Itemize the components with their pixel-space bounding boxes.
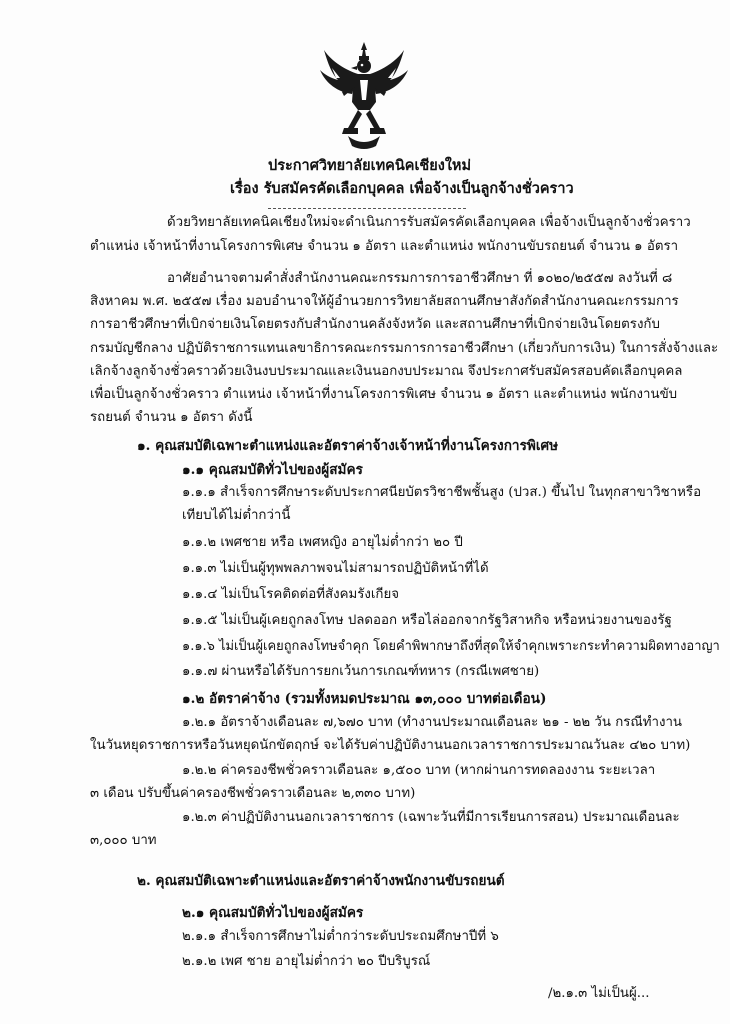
intro-line: ด้วยวิทยาลัยเทคนิคเชียงใหม่จะดำเนินการรับสมัครคัดเลือกบุคคล เพื่อจ้างเป็นลูกจ้างชั่วคราว bbox=[167, 215, 691, 230]
announcement-subject: เรื่อง รับสมัครคัดเลือกบุคคล เพื่อจ้างเป็นลูกจ้างชั่วคราว bbox=[230, 180, 574, 197]
section-1-1-heading: ๑.๑ คุณสมบัติทั่วไปของผู้สมัคร bbox=[182, 462, 363, 478]
wage-item: ๓ เดือน ปรับขึ้นค่าครองชีพชั่วคราวเดือนละ ๒,๓๓๐ บาท) bbox=[90, 786, 416, 801]
intro-line: สิงหาคม พ.ศ. ๒๕๕๗ เรื่อง มอบอำนาจให้ผู้อำนวยการวิทยาลัยสถานศึกษาสังกัดสำนักงานคณะกรรมการ bbox=[90, 294, 679, 309]
intro-line: อาศัยอำนาจตามคำสั่งสำนักงานคณะกรรมการการอาชีวศึกษา ที่ ๑๐๒๐/๒๕๕๗ ลงวันที่ ๘ bbox=[167, 271, 673, 286]
qualification-item: เทียบได้ไม่ต่ำกว่านี้ bbox=[182, 508, 291, 523]
wage-item: ๓,๐๐๐ บาท bbox=[90, 833, 157, 848]
wage-item: ๑.๒.๑ อัตราจ้างเดือนละ ๗,๖๗๐ บาท (ทำงานประมาณเดือนละ ๒๑ - ๒๒ วัน กรณีทำงาน bbox=[182, 715, 683, 730]
title-separator bbox=[268, 208, 466, 209]
intro-line: รถยนต์ จำนวน ๑ อัตรา ดังนี้ bbox=[90, 410, 253, 425]
intro-line: กรมบัญชีกลาง ปฏิบัติราชการแทนเลขาธิการคณะกรรมการการอาชีวศึกษา (เกี่ยวกับการเงิน) ในการสั่งจ้างและ bbox=[90, 341, 719, 356]
wage-item: ๑.๒.๒ ค่าครองชีพชั่วคราวเดือนละ ๑,๕๐๐ บาท (หากผ่านการทดลองงาน ระยะเวลา bbox=[182, 763, 656, 778]
qualification-item: ๒.๑.๑ สำเร็จการศึกษาไม่ต่ำกว่าระดับประถมศึกษาปีที่ ๖ bbox=[182, 929, 499, 944]
wage-item: ๑.๒.๓ ค่าปฏิบัติงานนอกเวลาราชการ (เฉพาะวันที่มีการเรียนการสอน) ประมาณเดือนละ bbox=[182, 810, 680, 825]
garuda-emblem-icon bbox=[318, 40, 410, 150]
qualification-item: ๑.๑.๗ ผ่านหรือได้รับการยกเว้นการเกณฑ์ทหาร (กรณีเพศชาย) bbox=[182, 664, 540, 679]
section-2-heading: ๒. คุณสมบัติเฉพาะตำแหน่งและอัตราค่าจ้างพนักงานขับรถยนต์ bbox=[137, 873, 505, 889]
intro-line: เพื่อเป็นลูกจ้างชั่วคราว ตำแหน่ง เจ้าหน้าที่งานโครงการพิเศษ จำนวน ๑ อัตรา และตำแหน่ง พนักงานขับ bbox=[90, 387, 678, 402]
section-1-2-heading: ๑.๒ อัตราค่าจ้าง (รวมทั้งหมดประมาณ ๑๓,๐๐๐ บาทต่อเดือน) bbox=[182, 691, 547, 707]
qualification-item: ๒.๑.๒ เพศ ชาย อายุไม่ต่ำกว่า ๒๐ ปีบริบูรณ์ bbox=[182, 954, 431, 969]
intro-line: เลิกจ้างลูกจ้างชั่วคราวด้วยเงินงบประมาณและเงินนอกงบประมาณ จึงประกาศรับสมัครสอบคัดเลือกบุคคล bbox=[90, 364, 683, 379]
intro-line: การอาชีวศึกษาที่เบิกจ่ายเงินโดยตรงกับสำนักงานคลังจังหวัด และสถานศึกษาที่เบิกจ่ายเงินโดยตรงกับ bbox=[90, 317, 660, 332]
qualification-item: ๑.๑.๖ ไม่เป็นผู้เคยถูกลงโทษจำคุก โดยคำพิพากษาถึงที่สุดให้จำคุกเพราะกระทำความผิดทางอาญา bbox=[182, 639, 720, 654]
announcement-title: ประกาศวิทยาลัยเทคนิคเชียงใหม่ bbox=[268, 157, 472, 174]
section-1-heading: ๑. คุณสมบัติเฉพาะตำแหน่งและอัตราค่าจ้างเจ้าหน้าที่งานโครงการพิเศษ bbox=[137, 438, 559, 454]
qualification-item: ๑.๑.๒ เพศชาย หรือ เพศหญิง อายุไม่ต่ำกว่า ๒๐ ปี bbox=[182, 535, 463, 550]
qualification-item: ๑.๑.๓ ไม่เป็นผู้ทุพพลภาพจนไม่สามารถปฏิบัติหน้าที่ได้ bbox=[182, 561, 489, 576]
intro-line: ตำแหน่ง เจ้าหน้าที่งานโครงการพิเศษ จำนวน ๑ อัตรา และตำแหน่ง พนักงานขับรถยนต์ จำนวน ๑ อัตรา bbox=[90, 239, 679, 254]
wage-item: ในวันหยุดราชการหรือวันหยุดนักขัตฤกษ์ จะได้รับค่าปฏิบัติงานนอกเวลาราชการประมาณวันละ ๔๒๐ บาท) bbox=[90, 738, 691, 753]
continuation-note: /๒.๑.๓ ไม่เป็นผู้... bbox=[548, 986, 650, 1001]
qualification-item: ๑.๑.๔ ไม่เป็นโรคติดต่อที่สังคมรังเกียจ bbox=[182, 587, 400, 602]
qualification-item: ๑.๑.๑ สำเร็จการศึกษาระดับประกาศนียบัตรวิชาชีพชั้นสูง (ปวส.) ขึ้นไป ในทุกสาขาวิชาหรือ bbox=[182, 485, 702, 500]
section-2-1-heading: ๒.๑ คุณสมบัติทั่วไปของผู้สมัคร bbox=[182, 905, 364, 921]
qualification-item: ๑.๑.๕ ไม่เป็นผู้เคยถูกลงโทษ ปลดออก หรือไล่ออกจากรัฐวิสาหกิจ หรือหน่วยงานของรัฐ bbox=[182, 613, 672, 628]
